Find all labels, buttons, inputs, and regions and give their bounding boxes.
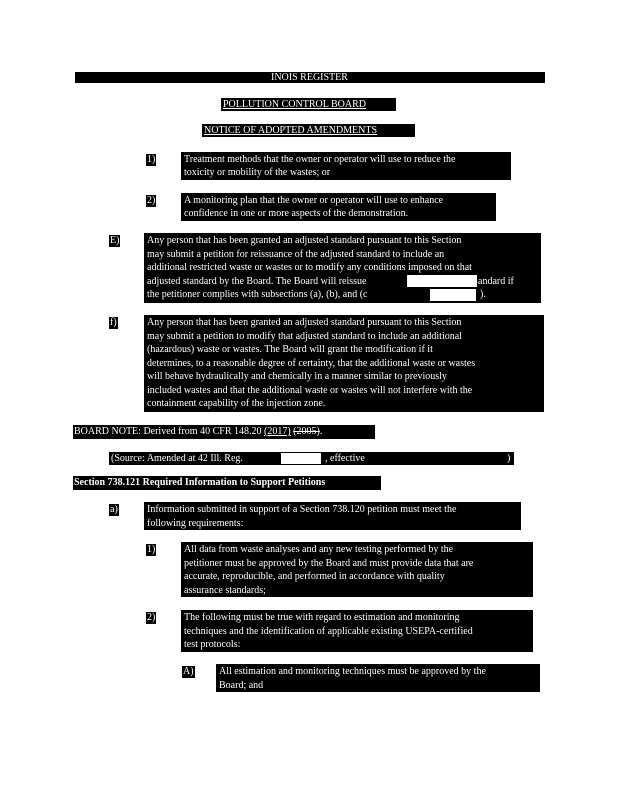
source-text: (Source: Amended at 42 Ill. Reg. bbox=[111, 453, 243, 464]
board-note-added-year: (2017) bbox=[264, 426, 291, 437]
para-e-line-4a: adjusted standard by the Board. The Board will reissue bbox=[147, 275, 367, 287]
para-f-line-6: included wastes and that the additional waste or wastes will not interfere with the bbox=[147, 384, 473, 396]
board-note-removed-year: (2005) bbox=[293, 426, 320, 437]
section-heading: Section 738.121 Required Information to Support Petitions bbox=[74, 477, 326, 488]
sub-2-line-3: test protocols: bbox=[184, 639, 241, 650]
para-f-line-5: will behave hydraulically and chemically in a manner similar to previously bbox=[147, 371, 447, 382]
item-1-line-2: toxicity or mobility of the wastes; or bbox=[184, 167, 331, 178]
sub-a-line-2: Board; and bbox=[219, 679, 264, 691]
item-2-label: 2) bbox=[147, 195, 156, 206]
para-a-label: a) bbox=[110, 504, 118, 515]
para-e-line-4b: andard if bbox=[478, 275, 514, 287]
board-note-end: . bbox=[319, 426, 323, 437]
sub-2-line-2: techniques and the identification of applicable existing USEPA-certified bbox=[184, 625, 473, 637]
sub-2-line-1: The following must be true with regard to estimation and monitoring bbox=[184, 612, 460, 623]
sub-1-line-3: accurate, reproducible, and performed in accordance with quality bbox=[184, 571, 445, 582]
para-f-line-7: containment capability of the injection zone. bbox=[147, 398, 326, 409]
board-title: POLLUTION CONTROL BOARD bbox=[223, 99, 366, 110]
para-f-line-2: may submit a petition to modify that adjusted standard to include an additional bbox=[147, 330, 462, 342]
sub-1-line-1: All data from waste analyses and any new testing performed by the bbox=[184, 544, 454, 555]
para-e-line-5b: ). bbox=[480, 289, 486, 300]
item-2-line-1: A monitoring plan that the owner or operator will use to enhance bbox=[184, 195, 444, 206]
sub-1-line-4: assurance standards; bbox=[184, 584, 266, 596]
sub-a-line-1: All estimation and monitoring techniques must be approved by the bbox=[219, 666, 486, 677]
para-e-line-3: additional restricted waste or wastes or to modify any conditions imposed on that bbox=[147, 262, 472, 273]
para-a-line-2: following requirements: bbox=[147, 517, 244, 529]
para-e-line-1: Any person that has been granted an adjusted standard pursuant to this Section bbox=[147, 235, 462, 246]
para-e-line-2: may submit a petition for reissuance of the adjusted standard to include an bbox=[147, 248, 445, 260]
item-1-label: 1) bbox=[147, 154, 156, 165]
redaction-gap-2 bbox=[430, 289, 476, 301]
item-2-line-2: confidence in one or more aspects of the demonstration. bbox=[184, 208, 409, 219]
board-note bbox=[74, 425, 322, 439]
source-effective: , effective bbox=[325, 453, 365, 464]
board-note-prefix: BOARD NOTE: Derived from 40 CFR 148.20 bbox=[74, 426, 264, 437]
sub-1-label: 1) bbox=[147, 544, 156, 555]
para-f-line-3: (hazardous) waste or wastes. The Board will grant the modification if it bbox=[147, 344, 433, 355]
register-title: INOIS REGISTER bbox=[271, 72, 348, 83]
para-f-line-4: determines, to a reasonable degree of certainty, that the additional waste or wastes bbox=[147, 357, 476, 369]
source-gap bbox=[281, 453, 321, 464]
para-f-label: f) bbox=[110, 317, 117, 328]
para-e-line-5a: the petitioner complies with subsections (a), (b), and (c bbox=[147, 289, 368, 300]
para-e-label: E) bbox=[110, 235, 120, 246]
notice-title: NOTICE OF ADOPTED AMENDMENTS bbox=[204, 125, 378, 136]
sub-a-label: A) bbox=[183, 666, 194, 677]
para-a-line-1: Information submitted in support of a Section 738.120 petition must meet the bbox=[147, 504, 457, 515]
sub-2-label: 2) bbox=[147, 612, 156, 623]
source-close: ) bbox=[507, 453, 511, 464]
sub-1-line-2: petitioner must be approved by the Board and must provide data that are bbox=[184, 557, 474, 569]
redaction-gap-1 bbox=[407, 275, 477, 287]
item-1-line-1: Treatment methods that the owner or operator will use to reduce the bbox=[184, 154, 456, 165]
para-f-line-1: Any person that has been granted an adjusted standard pursuant to this Section bbox=[147, 317, 462, 328]
